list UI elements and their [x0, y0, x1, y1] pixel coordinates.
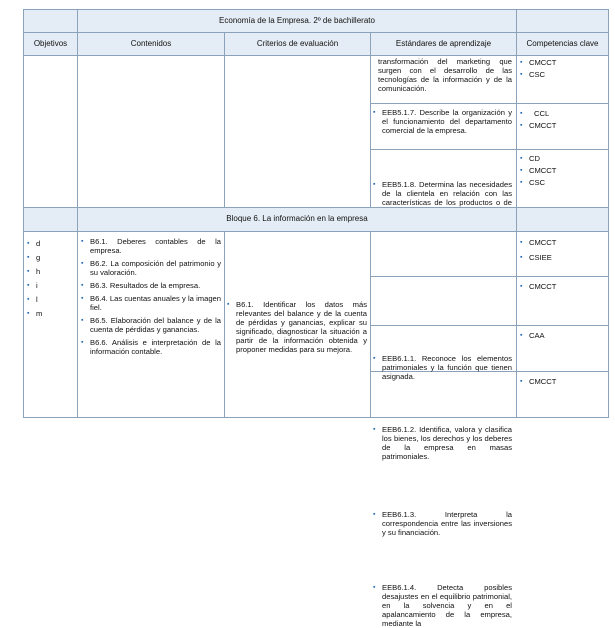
objective-item: ▪ h [25, 265, 75, 279]
block6-standard-0 [371, 354, 512, 381]
content-item: ▪ B6.6. Análisis e interpretación de la información contable. [79, 338, 221, 356]
header-estandares: Estándares de aprendizaje [371, 33, 516, 55]
block6-standard-3 [371, 583, 512, 628]
table-title: Economía de la Empresa. 2º de bachillerato [78, 10, 516, 32]
objective-item: ▪ i [25, 279, 75, 293]
standard-text: EEB5.1.7. Describe la organización y el funcionamiento del departamento comercial de la empresa. [382, 108, 512, 135]
content-item: ▪ B6.2. La composición del patrimonio y su valoración. [79, 259, 221, 277]
competence-item: ▪ CSC [518, 178, 606, 187]
block6-standard-2 [371, 510, 512, 537]
competence-item: ▪ CSIEE [518, 253, 606, 262]
bullet-icon: ▪ [373, 584, 376, 591]
competence-item: ▪ CAA [518, 331, 606, 340]
header-competencias: Competencias clave [517, 33, 608, 55]
block6-title: Bloque 6. La información en la empresa [78, 208, 516, 231]
bullet-icon: ▪ [373, 109, 376, 116]
block6-competences-2 [518, 331, 606, 340]
block6-objectives [25, 237, 75, 321]
bullet-icon: ▪ [373, 181, 376, 188]
block6-right-cell [517, 208, 608, 231]
block6-competences-3 [518, 377, 606, 386]
competence-item: ▪ CMCCT [518, 282, 606, 291]
title-row-left-cell [24, 10, 77, 32]
content-item: ▪ B6.5. Elaboración del balance y de la cuenta de pérdidas y ganancias. [79, 316, 221, 334]
block6-contents [79, 237, 221, 356]
bullet-icon: ▪ [373, 355, 376, 362]
competence-item: ▪ CSC [518, 70, 606, 79]
content-item: ▪ B6.1. Deberes contables de la empresa. [79, 237, 221, 255]
standard-text: EEB6.1.2. Identifica, valora y clasifica los bienes, los derechos y los deberes de la empresa en masas patrimoniales. [382, 425, 512, 461]
bullet-icon: ▪ [373, 511, 376, 518]
competence-item: ▪ CMCCT [518, 377, 606, 386]
block6-criterion [225, 300, 367, 354]
content-item: ▪ B6.4. Las cuentas anuales y la imagen fiel. [79, 294, 221, 312]
standard-text: EEB6.1.1. Reconoce los elementos patrimoniales y la función que tienen asignada. [382, 354, 512, 381]
competence-item: ▪ CMCCT [518, 238, 606, 247]
standard-prev-1 [371, 108, 512, 135]
standard-prev-0: transformación del marketing que surgen con el desarrollo de las tecnologías de la información y de la comunicación. [378, 57, 512, 93]
standard-text: EEB5.1.8. Determina las necesidades de la clientela en relación con las características de los productos o de [382, 180, 512, 207]
criterion-text: B6.1. Identificar los datos más relevantes del balance y de la cuenta de pérdidas y ganancias, explicar su significado, diagnosticar la situación a partir de la información obtenida y proponer medidas para su mejora. [236, 300, 367, 354]
title-row-right-cell [517, 10, 608, 32]
content-item: ▪ B6.3. Resultados de la empresa. [79, 281, 221, 290]
competence-item: ▪ CCL [518, 109, 606, 118]
header-contenidos: Contenidos [78, 33, 224, 55]
competence-item: ▪ CMCCT [518, 58, 606, 67]
standard-text: EEB6.1.4. Detecta posibles desajustes en el equilibrio patrimonial, en la solvencia y en el apalancamiento de la empresa, mediante la [382, 583, 512, 628]
header-objetivos: Objetivos [24, 33, 77, 55]
objective-item: ▪ l [25, 293, 75, 307]
block6-standard-1 [371, 425, 512, 461]
competences-prev-2 [518, 154, 606, 187]
competence-item: ▪ CD [518, 154, 606, 163]
objective-item: ▪ g [25, 251, 75, 265]
objective-item: ▪ m [25, 307, 75, 321]
competences-prev-1 [518, 109, 606, 130]
header-criterios: Criterios de evaluación [225, 33, 370, 55]
bullet-icon: ▪ [227, 301, 230, 308]
bullet-icon: ▪ [373, 426, 376, 433]
competence-item: ▪ CMCCT [518, 166, 606, 175]
competence-item: ▪ CMCCT [518, 121, 606, 130]
objective-item: ▪ d [25, 237, 75, 251]
standard-text: EEB6.1.3. Interpreta la correspondencia entre las inversiones y su financiación. [382, 510, 512, 537]
block6-competences-0 [518, 238, 606, 262]
block6-left-cell [24, 208, 77, 231]
block6-competences-1 [518, 282, 606, 291]
competences-prev-0 [518, 58, 606, 79]
